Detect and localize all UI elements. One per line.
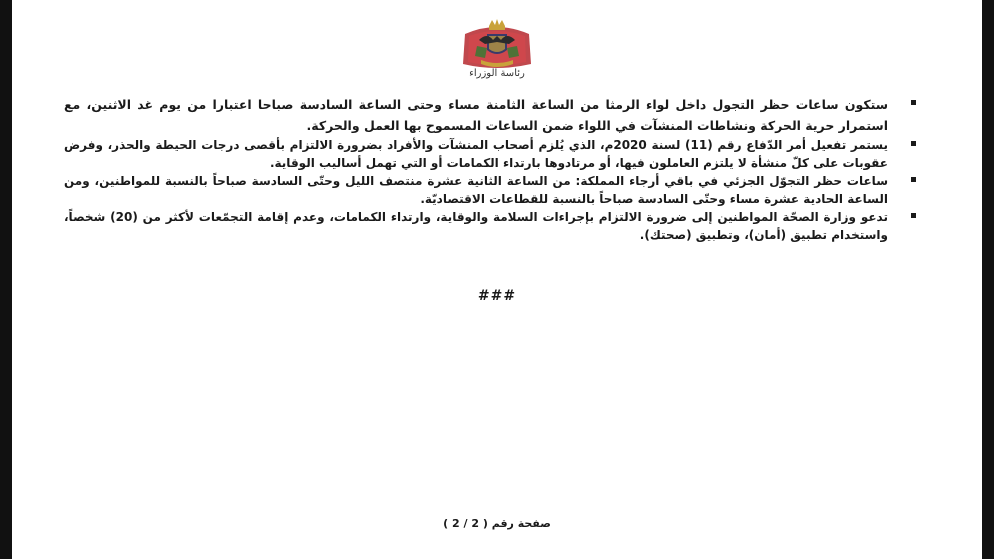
list-item [64, 136, 898, 172]
document-header [0, 18, 994, 84]
end-separator: ### [477, 288, 517, 304]
square-bullet-icon [911, 100, 916, 105]
square-bullet-icon [911, 141, 916, 146]
square-bullet-icon [911, 177, 916, 182]
list-item-text: ساعات حظر التجوّل الجزئي في باقي أرجاء المملكة: من الساعة الثانية عشرة منتصف الليل وحتّى السادسة صباحاً بالنسبة للمواطنين، ومن الساعة الحادية عشرة مساء وحتّى السادسة صباحاً بالنسبة للقطاعات الاقتصاديّة. [64, 174, 888, 206]
emblem-caption: رئاسة الوزراء [469, 68, 525, 79]
page-number: صفحة رقم ( 2 / 2 ) [443, 517, 551, 530]
square-bullet-icon [911, 213, 916, 218]
document-body [64, 94, 898, 244]
list-item [64, 208, 898, 244]
list-item-text: تدعو وزارة الصحّة المواطنين إلى ضرورة الالتزام بإجراءات السلامة والوقاية، وارتداء الكمامات، وعدم إقامة التجمّعات لأكثر من (20) شخصاً، واستخدام تطبيق (أمان)، وتطبيق (صحتك). [64, 210, 888, 242]
list-item-text: يستمر تفعيل أمر الدّفاع رقم (11) لسنة 2020م، الذي يُلزم أصحاب المنشآت والأفراد بضرورة الالتزام بأقصى درجات الحيطة والحذر، وفرض عقوبات على كلّ منشأة لا يلتزم العاملون فيها، أو مرتادوها بارتداء الكمامات أو التي تهمل أساليب الوقاية. [64, 138, 888, 170]
list-item [64, 94, 898, 136]
list-item-text: ستكون ساعات حظر التجول داخل لواء الرمثا من الساعة الثامنة مساء وحتى الساعة السادسة صباحا اعتبارا من يوم غد الاثنين، مع استمرار حرية الحركة ونشاطات المنشآت في اللواء ضمن الساعات المسموح بها العمل والحركة. [64, 97, 888, 133]
list-item [64, 172, 898, 208]
bullet-list [64, 94, 898, 244]
